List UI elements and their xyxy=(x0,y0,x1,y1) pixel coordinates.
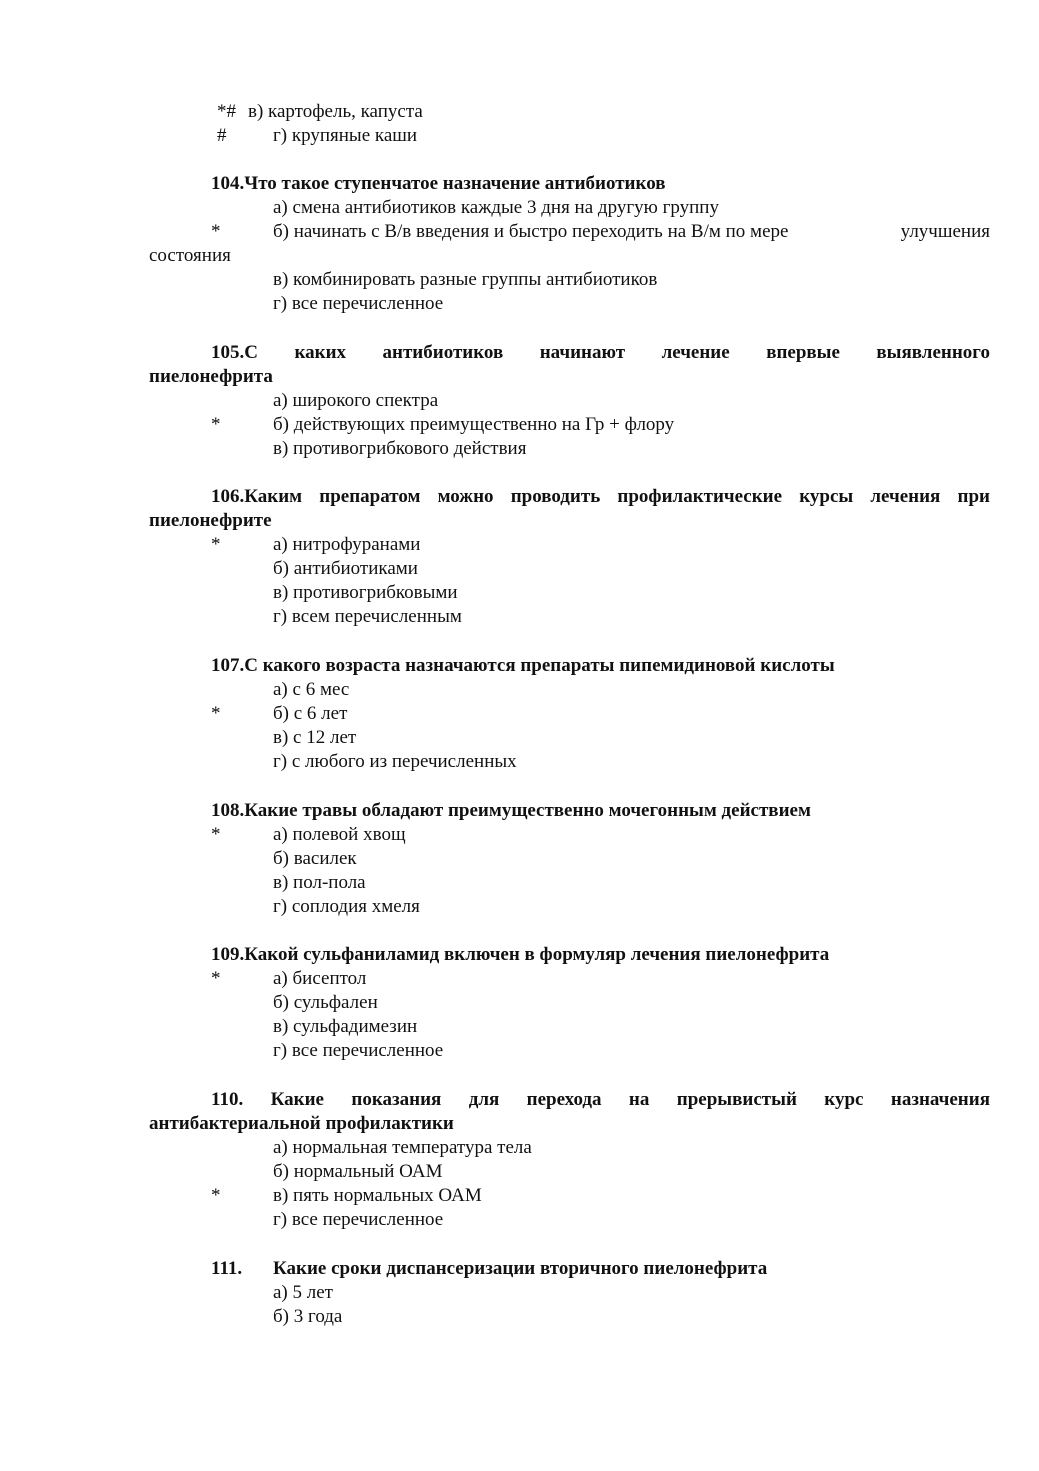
question-title xyxy=(211,485,990,509)
correct-mark: * xyxy=(211,221,221,242)
title-word: препаратом xyxy=(319,486,421,507)
correct-mark: * xyxy=(211,534,221,555)
answer-option: б) нормальный ОАМ xyxy=(273,1161,443,1182)
answer-option: б) начинать с В/в введения и быстро переходить на В/м по мере xyxy=(273,221,789,242)
answer-option: в) противогрибкового действия xyxy=(273,438,527,459)
answer-option: в) сульфадимезин xyxy=(273,1016,418,1037)
answer-option: а) с 6 мес xyxy=(273,679,350,700)
question-title-wrap: пиелонефрита xyxy=(149,366,273,387)
answer-option: г) все перечисленное xyxy=(273,1040,444,1061)
question-title-wrap: пиелонефрите xyxy=(149,510,272,531)
answer-option: б) действующих преимущественно на Гр + флору xyxy=(273,414,675,435)
answer-option: а) нитрофуранами xyxy=(273,534,421,555)
answer-option: г) с любого из перечисленных xyxy=(273,751,517,772)
correct-mark: * xyxy=(211,703,221,724)
answer-mark: *# xyxy=(217,101,236,122)
question-title-wrap: антибактериальной профилактики xyxy=(149,1113,454,1134)
question-title xyxy=(211,341,990,365)
answer-option: а) широкого спектра xyxy=(273,390,439,411)
question-title xyxy=(211,1088,990,1112)
answer-option: а) 5 лет xyxy=(273,1282,333,1303)
answer-option: б) василек xyxy=(273,848,357,869)
title-word: впервые xyxy=(766,342,840,363)
title-word: антибиотиков xyxy=(382,342,504,363)
correct-mark: * xyxy=(211,1185,221,1206)
answer-option: б) сульфален xyxy=(273,992,378,1013)
question-title: 108.Какие травы обладают преимущественно мочегонным действием xyxy=(211,800,811,821)
answer-mark: # xyxy=(217,125,227,146)
title-word: прерывистый xyxy=(676,1089,797,1110)
answer-option: б) 3 года xyxy=(273,1306,343,1327)
answer-option: г) крупяные каши xyxy=(273,125,418,146)
answer-option-continuation: улучшения xyxy=(900,221,990,242)
answer-option: в) пять нормальных ОАМ xyxy=(273,1185,482,1206)
answer-option: б) антибиотиками xyxy=(273,558,418,579)
question-title: 107.С какого возраста назначаются препараты пипемидиновой кислоты xyxy=(211,655,835,676)
title-word: 105.С xyxy=(211,342,258,363)
answer-option: г) соплодия хмеля xyxy=(273,896,420,917)
title-word: начинают xyxy=(539,342,626,363)
title-word: курсы xyxy=(799,486,854,507)
answer-option: в) комбинировать разные группы антибиотиков xyxy=(273,269,658,290)
title-word: курс xyxy=(824,1089,864,1110)
title-word: перехода xyxy=(526,1089,602,1110)
title-word: для xyxy=(468,1089,500,1110)
question-title: 109.Какой сульфаниламид включен в формуляр лечения пиелонефрита xyxy=(211,944,830,965)
answer-option: б) с 6 лет xyxy=(273,703,348,724)
answer-option: а) нормальная температура тела xyxy=(273,1137,532,1158)
answer-option-wrap: состояния xyxy=(149,245,231,266)
correct-mark: * xyxy=(211,414,221,435)
title-word: каких xyxy=(294,342,347,363)
title-word: назначения xyxy=(890,1089,990,1110)
answer-option: в) пол-пола xyxy=(273,872,366,893)
title-word: можно xyxy=(437,486,494,507)
title-word: проводить xyxy=(510,486,601,507)
answer-option: в) картофель, капуста xyxy=(248,101,423,122)
correct-mark: * xyxy=(211,968,221,989)
title-word: на xyxy=(628,1089,650,1110)
title-word: 110. xyxy=(211,1089,244,1110)
correct-mark: * xyxy=(211,824,221,845)
question-title: Какие сроки диспансеризации вторичного пиелонефрита xyxy=(273,1258,768,1279)
title-word: лечения xyxy=(870,486,941,507)
question-number: 111. xyxy=(211,1258,243,1279)
answer-option: а) бисептол xyxy=(273,968,367,989)
title-word: при xyxy=(957,486,990,507)
answer-option: в) с 12 лет xyxy=(273,727,357,748)
title-word: Какие xyxy=(270,1089,324,1110)
answer-option: в) противогрибковыми xyxy=(273,582,458,603)
answer-option: г) все перечисленное xyxy=(273,1209,444,1230)
title-word: выявленного xyxy=(876,342,990,363)
title-word: профилактические xyxy=(617,486,783,507)
answer-option: г) всем перечисленным xyxy=(273,606,462,627)
question-title: 104.Что такое ступенчатое назначение антибиотиков xyxy=(211,173,666,194)
answer-option: а) смена антибиотиков каждые 3 дня на другую группу xyxy=(273,197,719,218)
title-word: показания xyxy=(351,1089,442,1110)
title-word: 106.Каким xyxy=(211,486,303,507)
answer-option: а) полевой хвощ xyxy=(273,824,406,845)
answer-option: г) все перечисленное xyxy=(273,293,444,314)
title-word: лечение xyxy=(661,342,730,363)
